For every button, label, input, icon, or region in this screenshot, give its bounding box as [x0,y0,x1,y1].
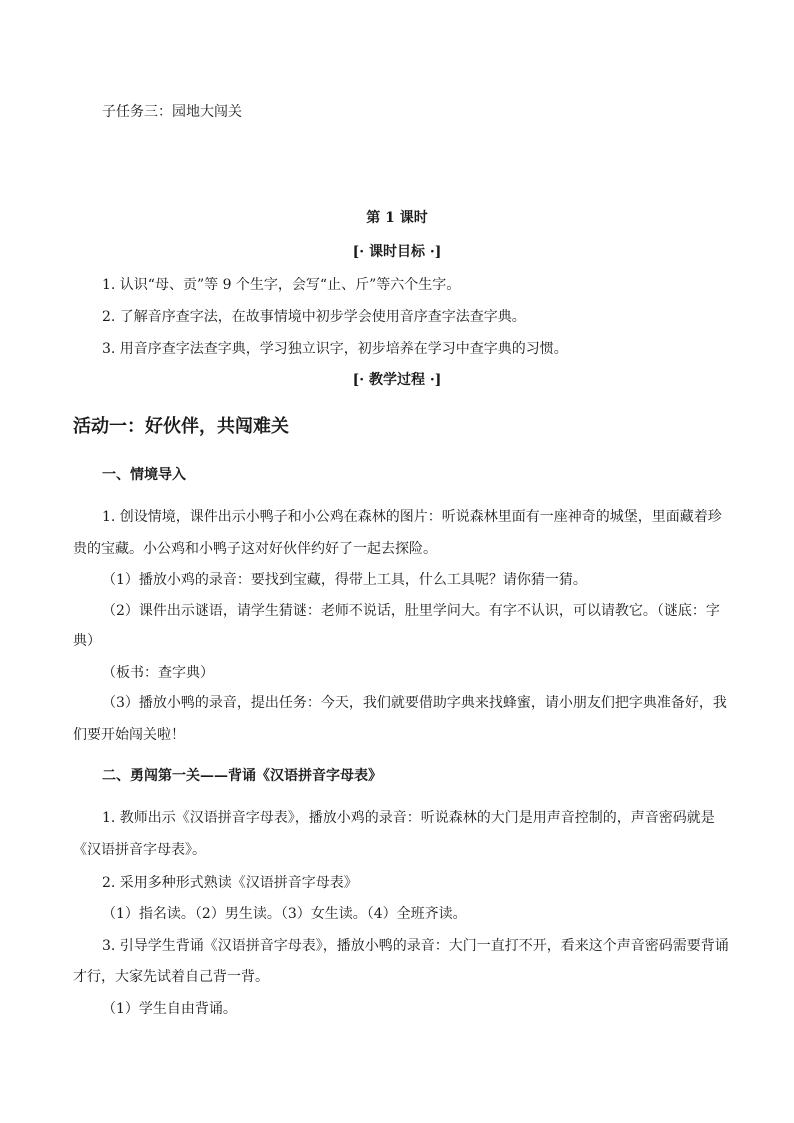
section2-paragraph2-items: （1）指名读。（2）男生读。（3）女生读。（4）全班齐读。 [102,906,467,922]
section2-paragraph1-line1: 1. 教师出示《汉语拼音字母表》，播放小鸡的录音：听说森林的大门是用声音控制的，声音密码就是 [102,810,715,826]
section1-paragraph-line2: 贵的宝藏。小公鸡和小鸭子这对好伙伴约好了一起去探险。 [73,541,437,557]
section1-item-2-line2: 典） [73,633,101,649]
section2-paragraph3-line1: 3. 引导学生背诵《汉语拼音字母表》，播放小鸭的录音：大门一直打不开，看来这个声音密码需要背诵 [102,938,729,954]
section2-heading: 二、勇闯第一关——背诵《汉语拼音字母表》 [102,768,382,784]
section1-item-3-line2: 们要开始闯关啦！ [73,727,185,743]
process-header: [· 教学过程 ·] [352,372,442,388]
subtask-title: 子任务三：园地大闯关 [102,104,242,120]
goal-item-1: 1. 认识“母、贡”等 9 个生字，会写“止、斤”等六个生字。 [102,277,461,293]
section1-item-1-text: （1）播放小鸡的录音：要找到宝藏，得带上工具，什么工具呢？请你猜一猜。 [102,572,587,588]
activity-title: 活动一：好伙伴，共闯难关 [73,416,289,437]
section1-heading: 一、情境导入 [102,467,186,483]
section2-paragraph1-line2: 《汉语拼音字母表》。 [73,842,206,858]
section2-paragraph2: 2. 采用多种形式熟读《汉语拼音字母表》 [102,875,358,891]
section1-item-3-line1: （3）播放小鸭的录音，提出任务：今天，我们就要借助字典来找蜂蜜，请小朋友们把字典准备好，我 [102,695,727,711]
lesson-title: 第 1 课时 [366,210,428,226]
goal-item-2: 2. 了解音序查字法，在故事情境中初步学会使用音序查字法查字典。 [102,309,526,325]
section1-board-note: （板书：查字典） [102,665,214,681]
goal-item-3: 3. 用音序查字法查字典，学习独立识字，初步培养在学习中查字典的习惯。 [102,341,568,357]
section2-paragraph3-line2: 才行，大家先试着自己背一背。 [73,969,269,985]
goals-header: [· 课时目标 ·] [352,244,442,260]
section2-paragraph3-item1: （1）学生自由背诵。 [102,1001,237,1017]
section1-item-2-line1: （2）课件出示谜语，请学生猜谜：老师不说话，肚里学问大。有字不认识，可以请教它。（谜底：字 [102,603,720,619]
section1-paragraph-line1: 1. 创设情境，课件出示小鸭子和小公鸡在森林的图片：听说森林里面有一座神奇的城堡，里面藏着珍 [102,509,722,525]
section1-item-1 [102,570,587,590]
